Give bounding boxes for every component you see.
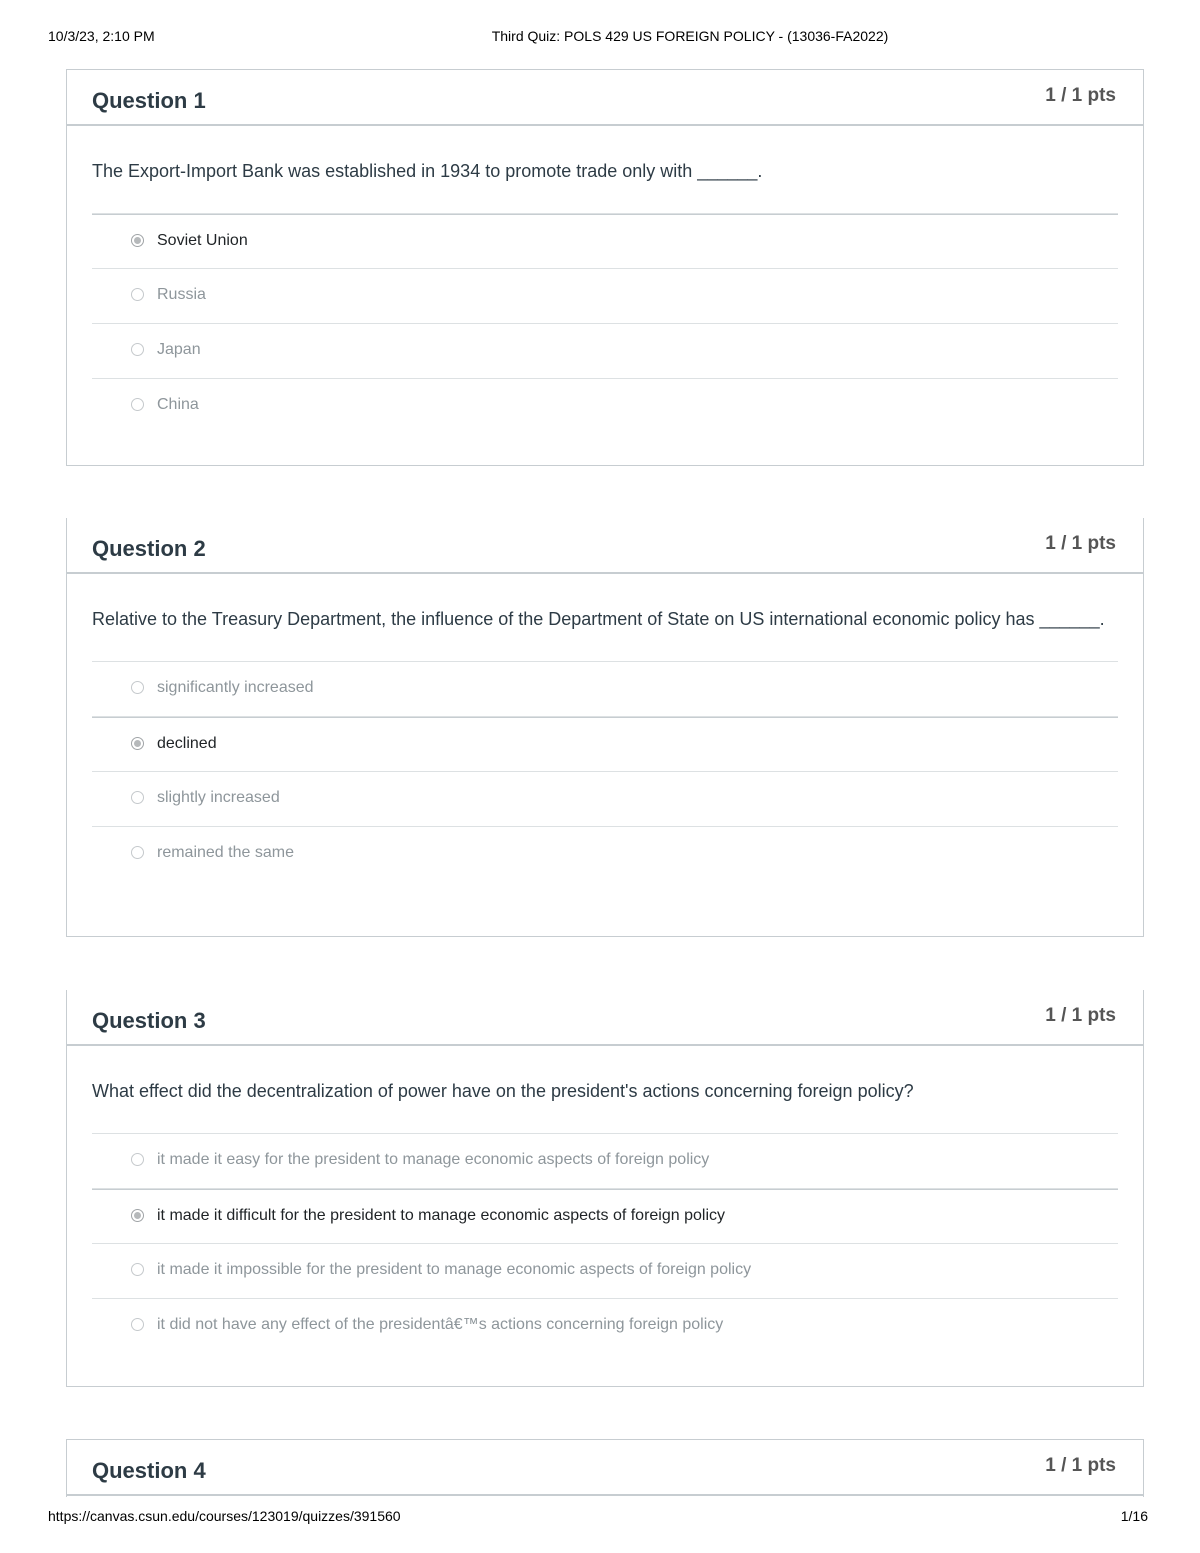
- question-header: [67, 518, 1143, 574]
- answer-option[interactable]: [92, 1134, 1118, 1189]
- radio-icon[interactable]: [131, 1318, 144, 1331]
- radio-icon[interactable]: [131, 398, 144, 411]
- print-footer: [0, 1508, 1200, 1528]
- answer-label: slightly increased: [157, 789, 280, 806]
- answer-label: remained the same: [157, 844, 294, 861]
- answer-option[interactable]: [92, 717, 1118, 772]
- question-points: 1 / 1 pts: [1045, 1455, 1116, 1476]
- question-header: [67, 70, 1143, 126]
- question-points: 1 / 1 pts: [1045, 85, 1116, 106]
- print-datetime: 10/3/23, 2:10 PM: [48, 28, 155, 44]
- answer-list: [92, 1133, 1118, 1354]
- question-3: [66, 990, 1144, 1387]
- question-1: [66, 69, 1144, 466]
- question-text: The Export-Import Bank was established in 1934 to promote trade only with ______.: [92, 161, 763, 181]
- question-points: 1 / 1 pts: [1045, 533, 1116, 554]
- answer-option[interactable]: [92, 269, 1118, 324]
- answer-label: it did not have any effect of the presidentâ€™s actions concerning foreign policy: [157, 1316, 724, 1333]
- question-text: What effect did the decentralization of power have on the president's actions concerning foreign policy?: [92, 1081, 914, 1101]
- radio-icon[interactable]: [131, 1153, 144, 1166]
- answer-option[interactable]: [92, 214, 1118, 269]
- question-points: 1 / 1 pts: [1045, 1005, 1116, 1026]
- answer-option[interactable]: [92, 1189, 1118, 1244]
- question-title: Question 4: [92, 1458, 206, 1483]
- answer-label: it made it difficult for the president to manage economic aspects of foreign policy: [157, 1207, 726, 1224]
- print-url: https://canvas.csun.edu/courses/123019/quizzes/391560: [48, 1508, 401, 1524]
- radio-icon[interactable]: [131, 791, 144, 804]
- answer-option[interactable]: [92, 379, 1118, 434]
- question-title: Question 1: [92, 88, 206, 113]
- answer-list: [92, 213, 1118, 434]
- answer-option[interactable]: [92, 1299, 1118, 1354]
- question-4: [66, 1439, 1144, 1497]
- answer-option[interactable]: [92, 827, 1118, 882]
- radio-icon[interactable]: [131, 1263, 144, 1276]
- question-2: [66, 518, 1144, 937]
- answer-label: it made it impossible for the president to manage economic aspects of foreign policy: [157, 1261, 752, 1278]
- answer-label: Russia: [157, 286, 206, 303]
- answer-list: [92, 661, 1118, 882]
- radio-icon[interactable]: [131, 681, 144, 694]
- answer-option[interactable]: [92, 324, 1118, 379]
- radio-selected-icon[interactable]: [131, 234, 144, 247]
- radio-icon[interactable]: [131, 288, 144, 301]
- answer-option[interactable]: [92, 662, 1118, 717]
- radio-icon[interactable]: [131, 343, 144, 356]
- answer-label: declined: [157, 735, 217, 752]
- answer-label: Soviet Union: [157, 232, 248, 249]
- answer-label: it made it easy for the president to manage economic aspects of foreign policy: [157, 1151, 710, 1168]
- answer-label: Japan: [157, 341, 201, 358]
- answer-label: significantly increased: [157, 679, 314, 696]
- answer-label: China: [157, 396, 199, 413]
- question-text: Relative to the Treasury Department, the influence of the Department of State on US international economic policy has ______.: [92, 609, 1105, 629]
- answer-option[interactable]: [92, 1244, 1118, 1299]
- print-page-number: 1/16: [1120, 1508, 1148, 1524]
- print-page-title: Third Quiz: POLS 429 US FOREIGN POLICY - (13036-FA2022): [491, 28, 889, 44]
- question-title: Question 3: [92, 1008, 206, 1033]
- print-header: [0, 28, 1200, 48]
- question-header: [67, 990, 1143, 1046]
- radio-selected-icon[interactable]: [131, 737, 144, 750]
- question-header: [67, 1440, 1143, 1496]
- answer-option[interactable]: [92, 772, 1118, 827]
- radio-icon[interactable]: [131, 846, 144, 859]
- radio-selected-icon[interactable]: [131, 1209, 144, 1222]
- question-title: Question 2: [92, 536, 206, 561]
